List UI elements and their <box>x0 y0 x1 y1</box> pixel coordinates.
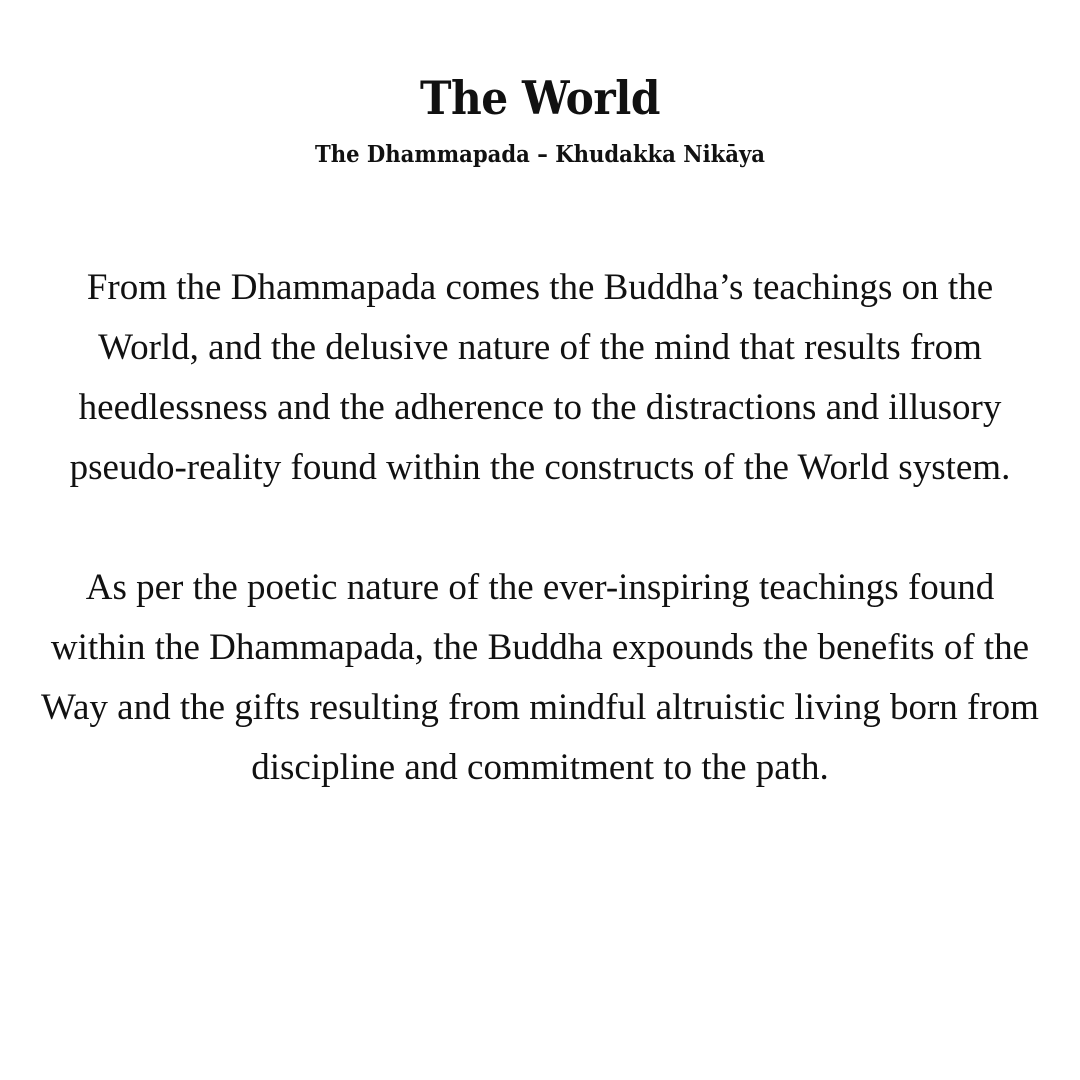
paragraph-line: As per the poetic nature of the ever-inspiring teachings found <box>85 567 995 608</box>
paragraph-line: From the Dhammapada comes the Buddha’s teachings on the <box>86 267 994 308</box>
page-title: The World <box>419 71 661 125</box>
intro-paragraph <box>0 258 1080 498</box>
paragraph-line: World, and the delusive nature of the mind that results from <box>98 327 982 368</box>
paragraph-line: Way and the gifts resulting from mindful altruistic living born from <box>41 687 1039 728</box>
paragraph-line: heedlessness and the adherence to the distractions and illusory <box>78 387 1002 428</box>
page-subtitle: The Dhammapada – Khudakka Nikāya <box>314 141 766 168</box>
paragraph-line: discipline and commitment to the path. <box>251 747 829 788</box>
paragraph-line: within the Dhammapada, the Buddha expounds the benefits of the <box>50 627 1030 668</box>
second-paragraph <box>0 558 1080 798</box>
paragraph-line: pseudo-reality found within the constructs of the World system. <box>69 447 1011 488</box>
